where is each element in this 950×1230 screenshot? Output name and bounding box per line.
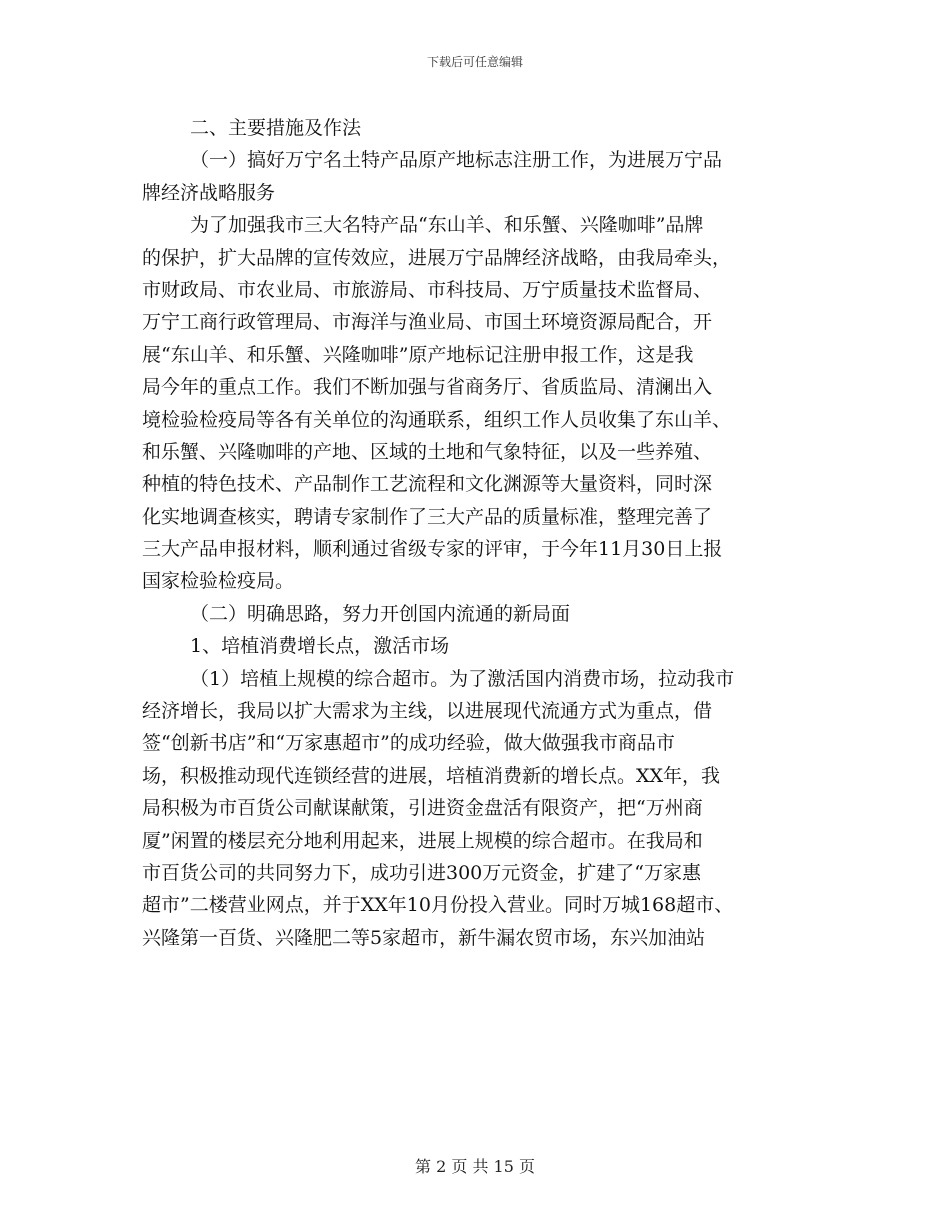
text-line: 局积极为市百货公司献谋献策，引进资金盘活有限资产，把“万州商 bbox=[142, 797, 703, 820]
text-line: 局今年的重点工作。我们不断加强与省商务厅、省质监局、清澜出入 bbox=[142, 376, 713, 399]
text-line: 经济增长，我局以扩大需求为主线，以进展现代流通方式为重点，借 bbox=[142, 700, 713, 723]
text-line: 的保护，扩大品牌的宣传效应，进展万宁品牌经济战略，由我局牵头， bbox=[142, 246, 732, 269]
text-line: 和乐蟹、兴隆咖啡的产地、区域的土地和气象特征，以及一些养殖、 bbox=[142, 440, 713, 463]
text-line: （一）搞好万宁名土特产品原产地标志注册工作，为进展万宁品 bbox=[190, 149, 723, 172]
text-line: 牌经济战略服务 bbox=[142, 181, 276, 204]
text-line: 签“创新书店”和“万家惠超市”的成功经验，做大做强我市商品市 bbox=[142, 732, 675, 755]
text-line: 市财政局、市农业局、市旅游局、市科技局、万宁质量技术监督局、 bbox=[142, 278, 713, 301]
text-line: 1、培植消费增长点，激活市场 bbox=[190, 635, 450, 658]
text-line: 二、主要措施及作法 bbox=[190, 117, 362, 139]
text-line: 国家检验检疫局。 bbox=[142, 570, 295, 593]
page-number: 第 2 页 共 15 页 bbox=[415, 1157, 535, 1176]
text-line: 展“东山羊、和乐蟹、兴隆咖啡”原产地标记注册申报工作，这是我 bbox=[142, 343, 694, 366]
text-line: 市百货公司的共同努力下，成功引进300万元资金，扩建了“万家惠 bbox=[142, 861, 701, 884]
text-line: 场，积极推动现代连锁经营的进展，培植消费新的增长点。XX年，我 bbox=[142, 764, 721, 787]
text-line: （1）培植上规模的综合超市。为了激活国内消费市场，拉动我市 bbox=[190, 667, 735, 690]
text-line: 为了加强我市三大名特产品“东山羊、和乐蟹、兴隆咖啡”品牌 bbox=[190, 214, 704, 237]
text-line: 万宁工商行政管理局、市海洋与渔业局、市国土环境资源局配合，开 bbox=[142, 311, 713, 334]
text-line: 化实地调查核实，聘请专家制作了三大产品的质量标准，整理完善了 bbox=[142, 505, 713, 528]
text-line: 种植的特色技术、产品制作工艺流程和文化渊源等大量资料，同时深 bbox=[142, 473, 713, 496]
text-line: 三大产品申报材料，顺利通过省级专家的评审，于今年11月30日上报 bbox=[142, 538, 723, 561]
document-body bbox=[142, 112, 812, 954]
text-line: 厦”闲置的楼层充分地利用起来，进展上规模的综合超市。在我局和 bbox=[142, 829, 703, 852]
page-header: 下载后可任意编辑 bbox=[426, 55, 523, 69]
text-line: 境检验检疫局等各有关单位的沟通联系，组织工作人员收集了东山羊、 bbox=[142, 408, 732, 431]
text-line: 超市”二楼营业网点，并于XX年10月份投入营业。同时万城168超市、 bbox=[142, 894, 734, 917]
text-line: （二）明确思路，努力开创国内流通的新局面 bbox=[190, 602, 571, 625]
text-line: 兴隆第一百货、兴隆肥二等5家超市，新牛漏农贸市场，东兴加油站 bbox=[142, 926, 706, 949]
